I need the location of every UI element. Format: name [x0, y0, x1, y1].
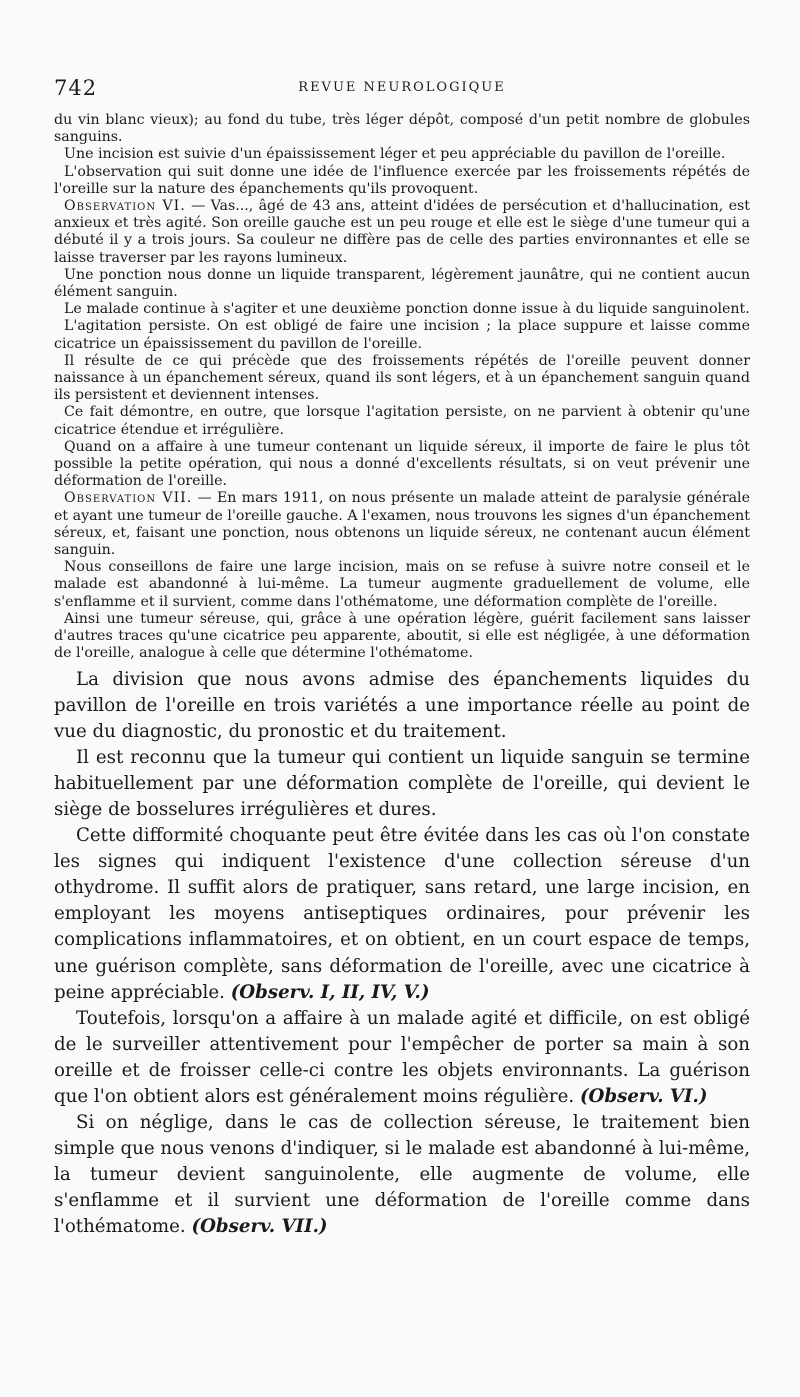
observation-reference: (Observ. VII.)	[191, 1216, 328, 1238]
paragraph-text: Une incision est suivie d'un épaississement léger et peu appréciable du pavillon de l'oreille.	[64, 146, 726, 163]
paragraph	[54, 112, 750, 146]
paragraph-text: L'observation qui suit donne une idée de l'influence exercée par les froissements répétés de l'oreille sur la nature des épanchements qu'ils provoquent.	[54, 163, 750, 197]
observation-reference: (Observ. I, II, IV, V.)	[230, 981, 430, 1003]
paragraph-text: du vin blanc vieux); au fond du tube, très léger dépôt, composé d'un petit nombre de globules sanguins.	[54, 112, 750, 146]
paragraph	[54, 404, 750, 438]
observation-label: Observation VI.	[64, 198, 186, 215]
paragraph-text: L'agitation persiste. On est obligé de faire une incision ; la place suppure et laisse comme cicatrice un épaississement du pavillon de l'oreille.	[54, 318, 750, 352]
paragraph	[54, 164, 750, 198]
paragraph-text: — Vas..., âgé de 43 ans, atteint d'idées de persécution et d'hallucination, est anxieux et très agité. Son oreille gauche est un peu rouge et elle est le siège d'une tumeur qui a débuté il y a trois jours. Sa couleur ne diffère pas de celle des parties environnantes et elle se laisse traverser par les rayons lumineux.	[54, 198, 750, 266]
paragraph-text: Une ponction nous donne un liquide transparent, légèrement jaunâtre, qui ne contient aucun élément sanguin.	[54, 266, 750, 301]
paragraph	[54, 490, 750, 559]
paragraph	[54, 745, 750, 823]
paragraph-text: Il résulte de ce qui précède que des froissements répétés de l'oreille peuvent donner naissance à un épanchement séreux, quand ils sont légers, et à un épanchement sanguin quand ils persistent et deviennent intenses.	[54, 352, 750, 404]
paragraph	[54, 146, 750, 163]
paragraph-text: Toutefois, lorsqu'on a affaire à un malade agité et difficile, on est obligé de le surveiller attentivement pour l'empêcher de porter sa main à son oreille et de froisser celle-ci contre les objets environnants. La guérison que l'on obtient alors est généralement moins régulière.	[54, 1007, 750, 1107]
observation-label: Observation VII.	[64, 490, 193, 507]
paragraph	[54, 301, 750, 318]
paragraph-text: Quand on a affaire à une tumeur contenant un liquide séreux, il importe de faire le plus tôt possible la petite opération, qui nous a donné d'excellents résultats, si on veut prévenir une déformation de l'oreille.	[54, 438, 750, 490]
paragraph-text: — En mars 1911, on nous présente un malade atteint de paralysie générale et ayant une tumeur de l'oreille gauche. A l'examen, nous trouvons les signes d'un épanchement séreux, et, faisant une ponction, nous obtenons un liquide séreux, ne contenant aucun élément sanguin.	[54, 490, 750, 559]
paragraph	[54, 318, 750, 352]
paragraph	[54, 439, 750, 491]
paragraph	[54, 1110, 750, 1240]
paragraph	[54, 611, 750, 663]
paragraph	[54, 1006, 750, 1110]
page-number: 742	[54, 76, 98, 100]
paragraph	[54, 667, 750, 745]
main-text-section	[54, 667, 750, 1241]
paragraph	[54, 559, 750, 611]
observation-reference: (Observ. VI.)	[579, 1086, 708, 1107]
paragraph	[54, 198, 750, 267]
page-header	[54, 76, 750, 100]
paragraph-text: Nous conseillons de faire une large incision, mais on se refuse à suivre notre conseil et le malade est abandonné à lui-même. La tumeur augmente graduellement de volume, elle s'enflamme et il survient, comme dans l'othématome, une déformation complète de l'oreille.	[54, 559, 750, 610]
paragraph-text: Ainsi une tumeur séreuse, qui, grâce à une opération légère, guérit facilement sans laisser d'autres traces qu'une cicatrice peu apparente, aboutit, si elle est négligée, à une déformation de l'oreille, analogue à celle que détermine l'othématome.	[54, 610, 750, 662]
paragraph-text: Le malade continue à s'agiter et une deuxième ponction donne issue à du liquide sanguinolent.	[64, 301, 750, 318]
paragraph-text: La division que nous avons admise des épanchements liquides du pavillon de l'oreille en trois variétés a une importance réelle au point de vue du diagnostic, du pronostic et du traitement.	[54, 668, 750, 742]
paragraph	[54, 267, 750, 301]
paragraph-text: Ce fait démontre, en outre, que lorsque l'agitation persiste, on ne parvient à obtenir qu'une cicatrice étendue et irrégulière.	[54, 404, 750, 438]
running-head: REVUE NEUROLOGIQUE	[298, 80, 506, 95]
paragraph-text: Si on néglige, dans le cas de collection séreuse, le traitement bien simple que nous venons d'indiquer, si le malade est abandonné à lui-même, la tumeur devient sanguinolente, elle augmente de volume, elle s'enflamme et il survient une déformation de l'oreille comme dans l'othématome.	[54, 1112, 750, 1238]
paragraph-text: Il est reconnu que la tumeur qui contient un liquide sanguin se termine habituellement par une déformation complète de l'oreille, qui devient le siège de bosselures irrégulières et dures.	[54, 746, 750, 820]
paragraph	[54, 353, 750, 405]
paragraph	[54, 823, 750, 1006]
paragraph-text: Cette difformité choquante peut être évitée dans les cas où l'on constate les signes qui indiquent l'existence d'une collection séreuse d'un othydrome. Il suffit alors de pratiquer, sans retard, une large incision, en employant les moyens antiseptiques ordinaires, pour prévenir les complications inflammatoires, et on obtient, en un court espace de temps, une guérison complète, sans déformation de l'oreille, avec une cicatrice à peine appréciable.	[54, 825, 750, 1003]
small-print-section	[54, 112, 750, 663]
